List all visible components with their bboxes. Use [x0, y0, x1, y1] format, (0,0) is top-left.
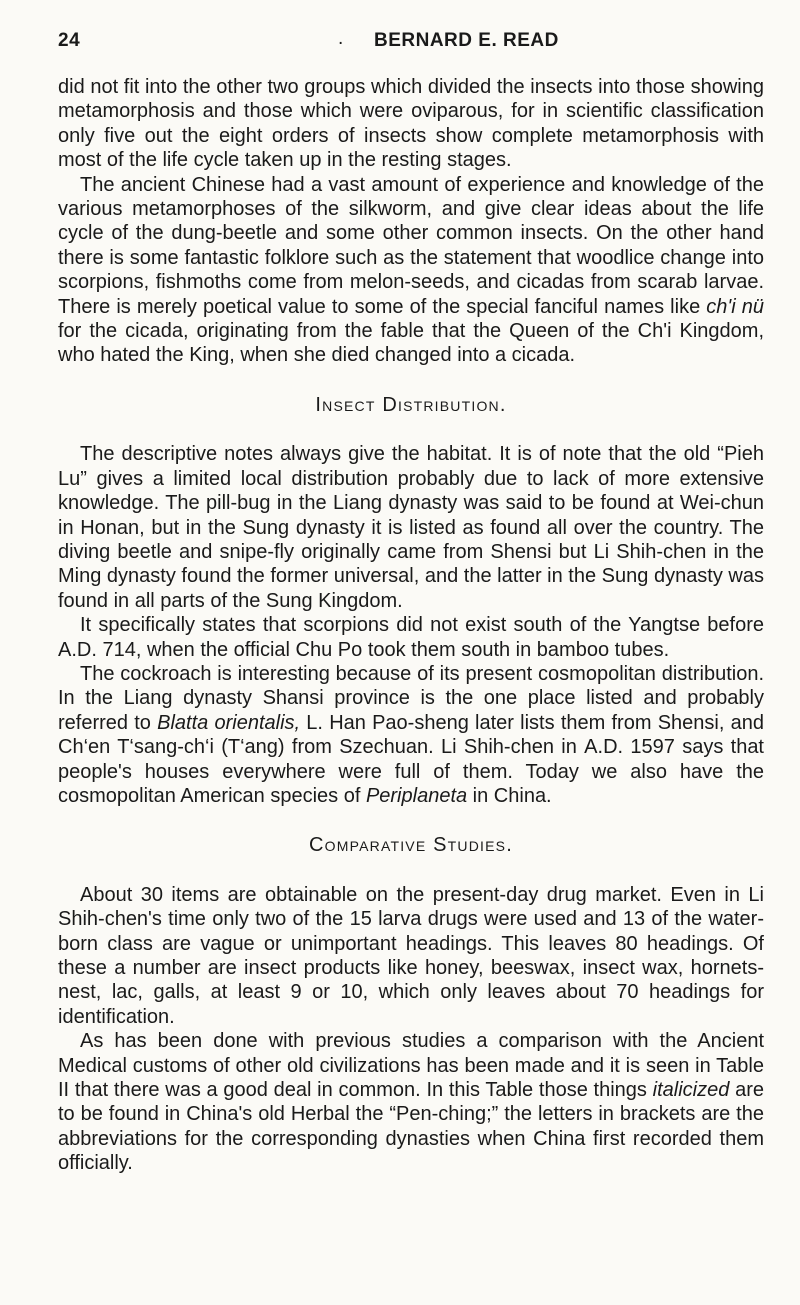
paragraph-cockroach: The cockroach is interesting because of its present cosmopolitan distribution. In the Liang dynasty Shansi province is the one place listed and probably referred to Blatta orientalis, L. Han Pao-sheng later lists them from Shensi, and Ch‘en T‘sang-ch‘i (T‘ang) from Szechuan. Li Shih-chen in A.D. 1597 says that people's houses everywhere were full of them. Today we also have the cosmopolitan American species of Periplaneta in China.: [58, 662, 764, 807]
paragraph-table-ii: As has been done with previous studies a comparison with the Ancient Medical customs of other old civilizations has been made and it is seen in Table II that there was a good deal in common. In this Table those things italicized are to be found in China's old Herbal the “Pen-ching;” the letters in brackets are the abbreviations for the corresponding dynasties when China first recorded them officially.: [58, 1030, 764, 1175]
italic-term-italicized: italicized: [652, 1079, 730, 1102]
paragraph-habitat: The descriptive notes always give the habitat. It is of note that the old “Pieh Lu” gives a limited local distribution probably due to lack of more extensive knowledge. The pill-bug in the Liang dynasty was said to be found at Wei-chun in Honan, but in the Sung dynasty it is listed as found all over the country. The diving beetle and snipe-fly originally came from Shensi but Li Shih-chen in the Ming dynasty found the former universal, and the latter in the Sung dynasty was found in all parts of the Sung Kingdom.: [58, 443, 764, 612]
running-header: [58, 30, 758, 56]
body-text: [58, 75, 764, 1176]
paragraph-metamorphoses: The ancient Chinese had a vast amount of experience and knowledge of the various metamorphoses of the silkworm, and give clear ideas about the life cycle of the dung-beetle and some other common insects. On the other hand there is some fantastic folklore such as the statement that woodlice change into scorpions, fishmoths come from melon-seeds, and cicadas from scarab larvae. There is merely poetical value to some of the special fanciful names like ch'i nü for the cicada, originating from the fable that the Queen of the Ch'i Kingdom, who hated the King, when she died changed into a cicada.: [58, 173, 764, 367]
page-number: 24: [58, 30, 81, 51]
paragraph-drug-market: About 30 items are obtainable on the present-day drug market. Even in Li Shih-chen's time only two of the 15 larva drugs were used and 13 of the water-born class are vague or unimportant headings. This leaves 80 headings. Of these a number are insect products like honey, beeswax, insect wax, hornets-nest, lac, galls, at least 9 or 10, which only leaves about 70 headings for identification.: [58, 883, 764, 1028]
header-separator: .: [338, 28, 344, 49]
italic-term-periplaneta: Periplaneta: [365, 784, 468, 807]
italic-term-chi-nu: ch'i nü: [706, 295, 764, 318]
header-author: BERNARD E. READ: [374, 30, 559, 51]
section-heading-insect-distribution: Insect Distribution.: [315, 393, 507, 416]
paragraph-continuation: did not fit into the other two groups which divided the insects into those showing metamorphosis and those which were oviparous, for in scientific classification only five out the eight orders of insects show complete metamorphosis with most of the life cycle taken up in the resting stages.: [58, 76, 764, 172]
paragraph-scorpions: It specifically states that scorpions did not exist south of the Yangtse before A.D. 714, when the official Chu Po took them south in bamboo tubes.: [58, 614, 764, 661]
italic-term-blatta: Blatta orientalis,: [157, 711, 301, 734]
section-heading-comparative-studies: Comparative Studies.: [309, 834, 513, 857]
